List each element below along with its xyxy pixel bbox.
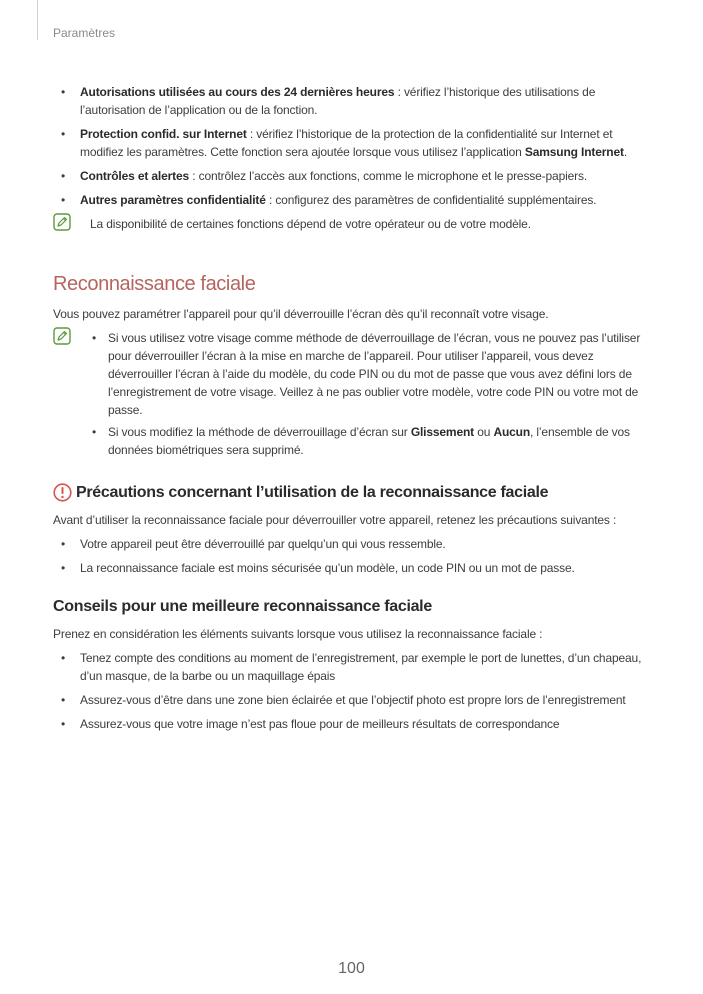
item-text: . bbox=[623, 145, 628, 159]
list-item bbox=[53, 191, 653, 209]
note-block bbox=[53, 215, 653, 233]
item-text: , l’ensemble de vos données biométriques sera supprimé. bbox=[108, 425, 630, 457]
page-margin-bar bbox=[37, 0, 38, 40]
page-number: 100 bbox=[338, 960, 365, 977]
item-text: : configurez des paramètres de confidentialité supplémentaires. bbox=[265, 193, 597, 207]
page-content bbox=[53, 83, 653, 739]
list-item bbox=[53, 125, 653, 161]
subsection-title: Conseils pour une meilleure reconnaissance faciale bbox=[53, 598, 432, 615]
item-text: Si vous utilisez votre visage comme méthode de déverrouillage de l’écran, vous ne pouvez pas l’utiliser pour déverrouiller l’écran à la mise en marche de l’appareil. Pour utiliser l’appareil, vous devez déverrouiller l’écran à l’aide du modèle, du code PIN ou du mot de passe que vous avez défini lors de l’enregistrement de votre visage. Veillez à ne pas oublier votre modèle, votre code PIN ou votre mot de passe. bbox=[108, 331, 641, 417]
section-title: Reconnaissance faciale bbox=[53, 273, 256, 295]
item-term: Contrôles et alertes bbox=[80, 169, 190, 183]
note-pencil-icon bbox=[53, 213, 71, 231]
list-item bbox=[90, 423, 653, 459]
subsection-title-text: Précautions concernant l’utilisation de la reconnaissance faciale bbox=[76, 484, 549, 501]
list-item bbox=[53, 83, 653, 119]
item-text: ou bbox=[474, 425, 494, 439]
list-item: • Assurez-vous que votre image n’est pas floue pour de meilleurs résultats de correspondance bbox=[53, 715, 653, 733]
list-item: • Tenez compte des conditions au moment de l’enregistrement, par exemple le port de lunettes, d’un chapeau, d’un masque, de la barbe ou un maquillage épais bbox=[53, 649, 653, 685]
precautions-list bbox=[53, 535, 653, 577]
item-term: Protection confid. sur Internet bbox=[80, 127, 247, 141]
subsection-title bbox=[53, 483, 653, 503]
list-item: • La reconnaissance faciale est moins sécurisée qu’un modèle, un code PIN ou un mot de passe. bbox=[53, 559, 653, 577]
list-item: • Assurez-vous d’être dans une zone bien éclairée et que l’objectif photo est propre lors de l’enregistrement bbox=[53, 691, 653, 709]
item-text: : vérifiez l’historique de la protection de la confidentialité sur Internet et modifiez les paramètres. Cette fonction sera ajoutée lorsque vous utilisez l’application bbox=[80, 127, 613, 159]
item-text: : contrôlez l’accès aux fonctions, comme le microphone et le presse-papiers. bbox=[189, 169, 588, 183]
item-text: : vérifiez l’historique des utilisations de l’autorisation de l’application ou de la fonction. bbox=[80, 85, 596, 117]
item-term: Autorisations utilisées au cours des 24 dernières heures bbox=[80, 85, 395, 99]
option-name: Glissement bbox=[410, 425, 475, 439]
note-text: La disponibilité de certaines fonctions dépend de votre opérateur ou de votre modèle. bbox=[90, 217, 531, 231]
list-item bbox=[90, 329, 653, 419]
warning-icon bbox=[53, 483, 72, 502]
note-pencil-icon bbox=[53, 327, 71, 345]
section-intro: Vous pouvez paramétrer l’appareil pour qu’il déverrouille l’écran dès qu’il reconnaît votre visage. bbox=[53, 307, 549, 321]
option-name: Aucun bbox=[493, 425, 531, 439]
subsection-intro: Avant d’utiliser la reconnaissance faciale pour déverrouiller votre appareil, retenez les précautions suivantes : bbox=[53, 513, 617, 527]
note-list bbox=[90, 329, 653, 459]
item-term: Autres paramètres confidentialité bbox=[80, 193, 266, 207]
note-block bbox=[53, 329, 653, 459]
list-item bbox=[53, 167, 653, 185]
item-text: Si vous modifiez la méthode de déverrouillage d’écran sur bbox=[108, 425, 411, 439]
privacy-options-list bbox=[53, 83, 653, 209]
subsection-intro: Prenez en considération les éléments suivants lorsque vous utilisez la reconnaissance faciale : bbox=[53, 627, 543, 641]
section-header: Paramètres bbox=[53, 26, 116, 40]
tips-list bbox=[53, 649, 653, 733]
item-app-name: Samsung Internet bbox=[524, 145, 624, 159]
list-item: • Votre appareil peut être déverrouillé par quelqu’un qui vous ressemble. bbox=[53, 535, 653, 553]
